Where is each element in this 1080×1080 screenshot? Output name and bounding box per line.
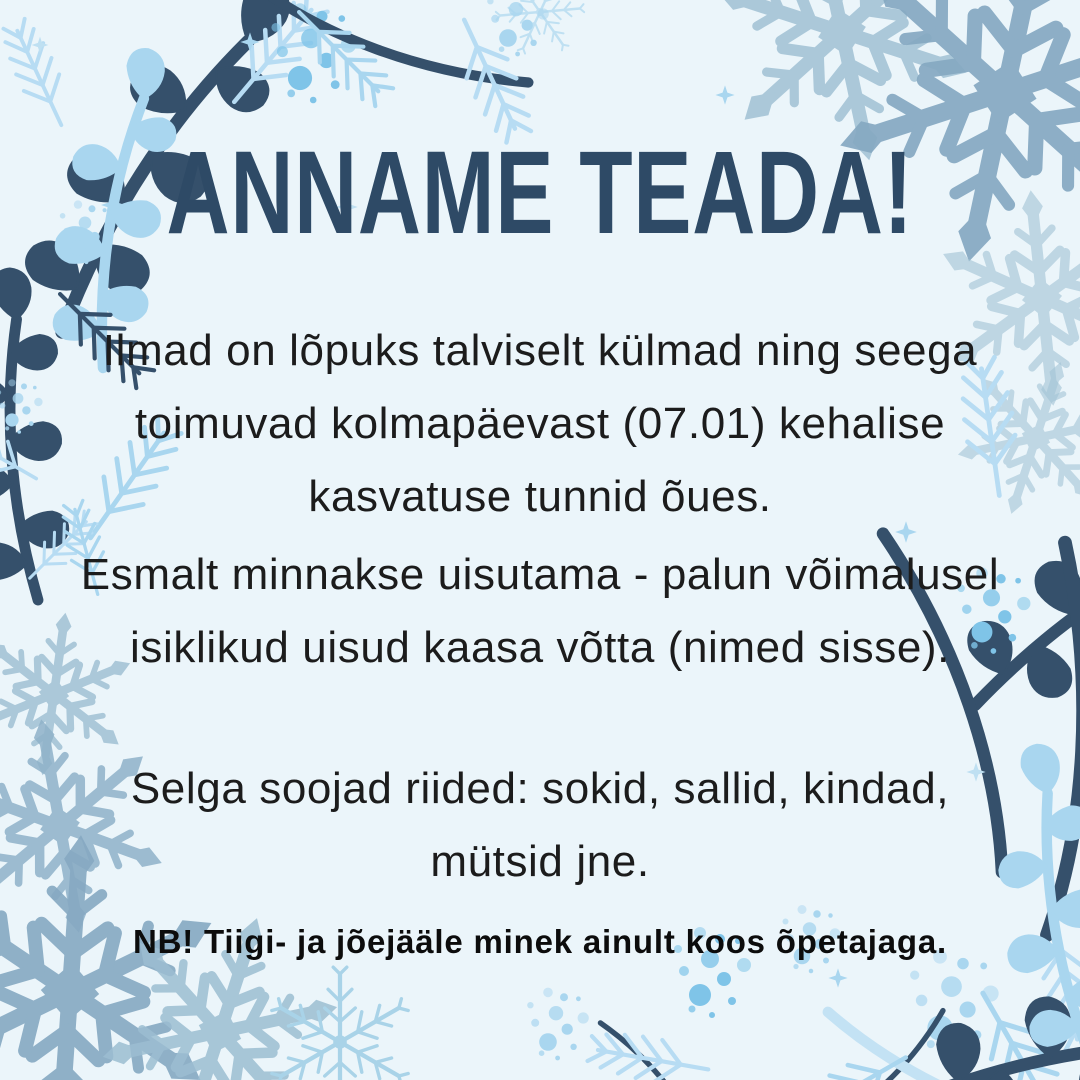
poster-title: ANNAME TEADA! — [166, 127, 914, 259]
dot-cluster-icon — [527, 988, 589, 1061]
pine-sprig-icon — [586, 1028, 712, 1080]
sparkle-icon — [32, 37, 49, 54]
paragraph-skating: Esmalt minnakse uisutama - palun võimalusel isiklikud uisud kaasa võtta (nimed sisse). — [80, 550, 1000, 673]
paragraph-weather: Ilmad on lõpuks talviselt külmad ning seega toimuvad kolmapäevast (07.01) kehalise kasvatuse tunnid õues. — [102, 326, 978, 522]
paragraph-clothing: Selga soojad riided: sokid, sallid, kindad, mütsid jne. — [130, 764, 950, 887]
sparkle-icon — [715, 85, 734, 104]
footer-note: NB! Tiigi- ja jõejääle minek ainult koos õpetajaga. — [132, 923, 948, 960]
sparkle-icon — [828, 968, 847, 987]
pine-sprig-icon — [0, 16, 79, 134]
